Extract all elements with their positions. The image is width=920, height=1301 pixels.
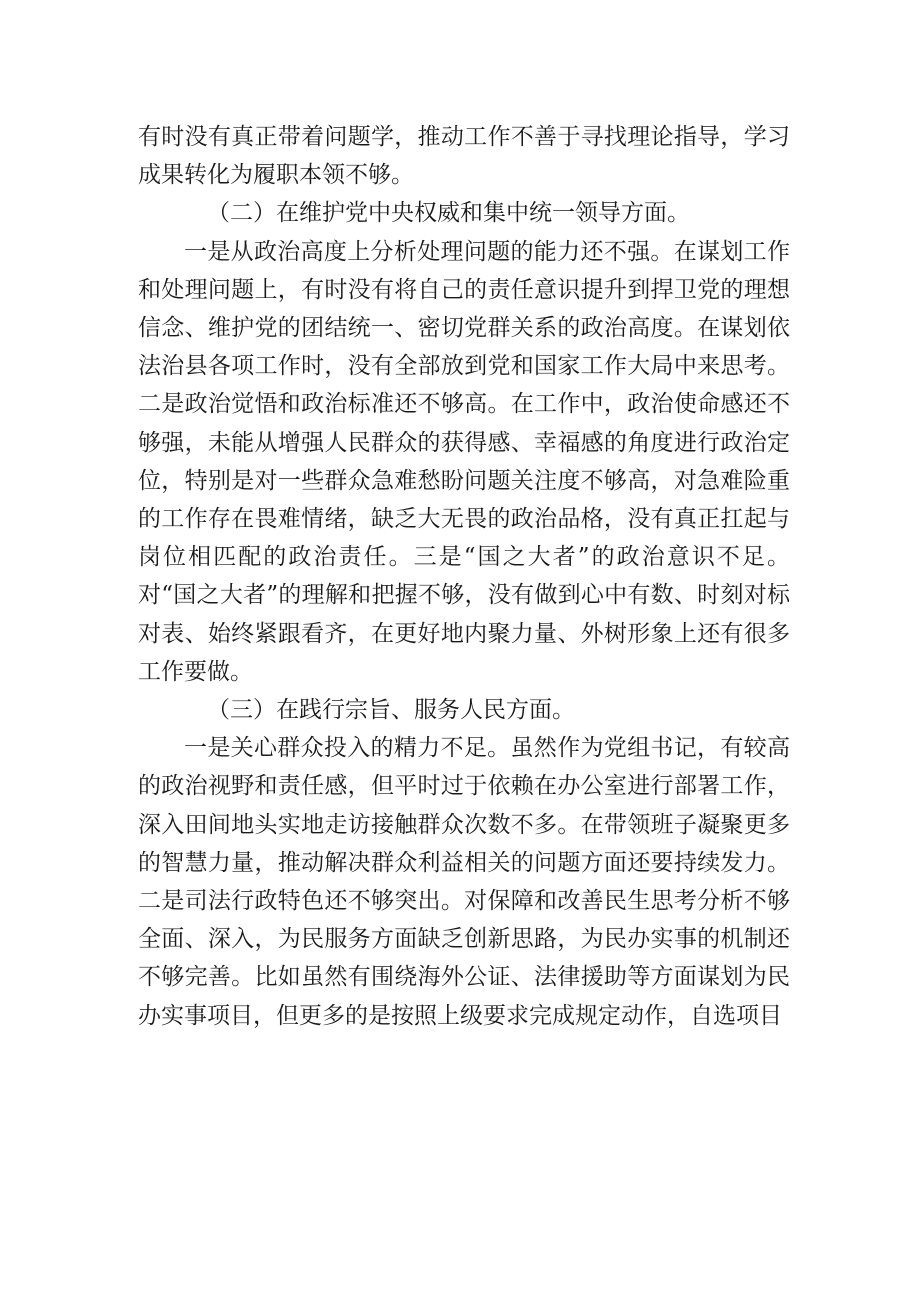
section-heading-two: （二）在维护党中央权威和集中统一领导方面。 bbox=[207, 200, 690, 227]
document-body bbox=[138, 118, 790, 1035]
paragraph-political-leadership: 一是从政治高度上分析处理问题的能力还不强。在谋划工作和处理问题上，有时没有将自己的责任意识提升到捍卫党的理想信念、维护党的团结统一、密切党群关系的政治高度。在谋划依法治县各项工作时，没有全部放到党和国家工作大局中来思考。二是政治觉悟和政治标准还不够高。在工作中，政治使命感还不够强，未能从增强人民群众的获得感、幸福感的角度进行政治定位，特别是对一些群众急难愁盼问题关注度不够高，对急难险重的工作存在畏难情绪，缺乏大无畏的政治品格，没有真正扛起与岗位相匹配的政治责任。三是“国之大者”的政治意识不足。对“国之大者”的理解和把握不够，没有做到心中有数、时刻对标对表、始终紧跟看齐，在更好地内聚力量、外树形象上还有很多工作要做。 bbox=[138, 238, 790, 685]
section-heading-three: （三）在践行宗旨、服务人民方面。 bbox=[207, 697, 575, 724]
paragraph-serving-people: 一是关心群众投入的精力不足。虽然作为党组书记，有较高的政治视野和责任感，但平时过于依赖在办公室进行部署工作，深入田间地头实地走访接触群众次数不多。在带领班子凝聚更多的智慧力量，推动解决群众利益相关的问题方面还要持续发力。二是司法行政特色还不够突出。对保障和改善民生思考分析不够全面、深入，为民服务方面缺乏创新思路，为民办实事的机制还不够完善。比如虽然有围绕海外公证、法律援助等方面谋划为民办实事项目，但更多的是按照上级要求完成规定动作，自选项目 bbox=[138, 735, 790, 1029]
paragraph-continuation: 有时没有真正带着问题学，推动工作不善于寻找理论指导，学习成果转化为履职本领不够。 bbox=[138, 124, 790, 189]
